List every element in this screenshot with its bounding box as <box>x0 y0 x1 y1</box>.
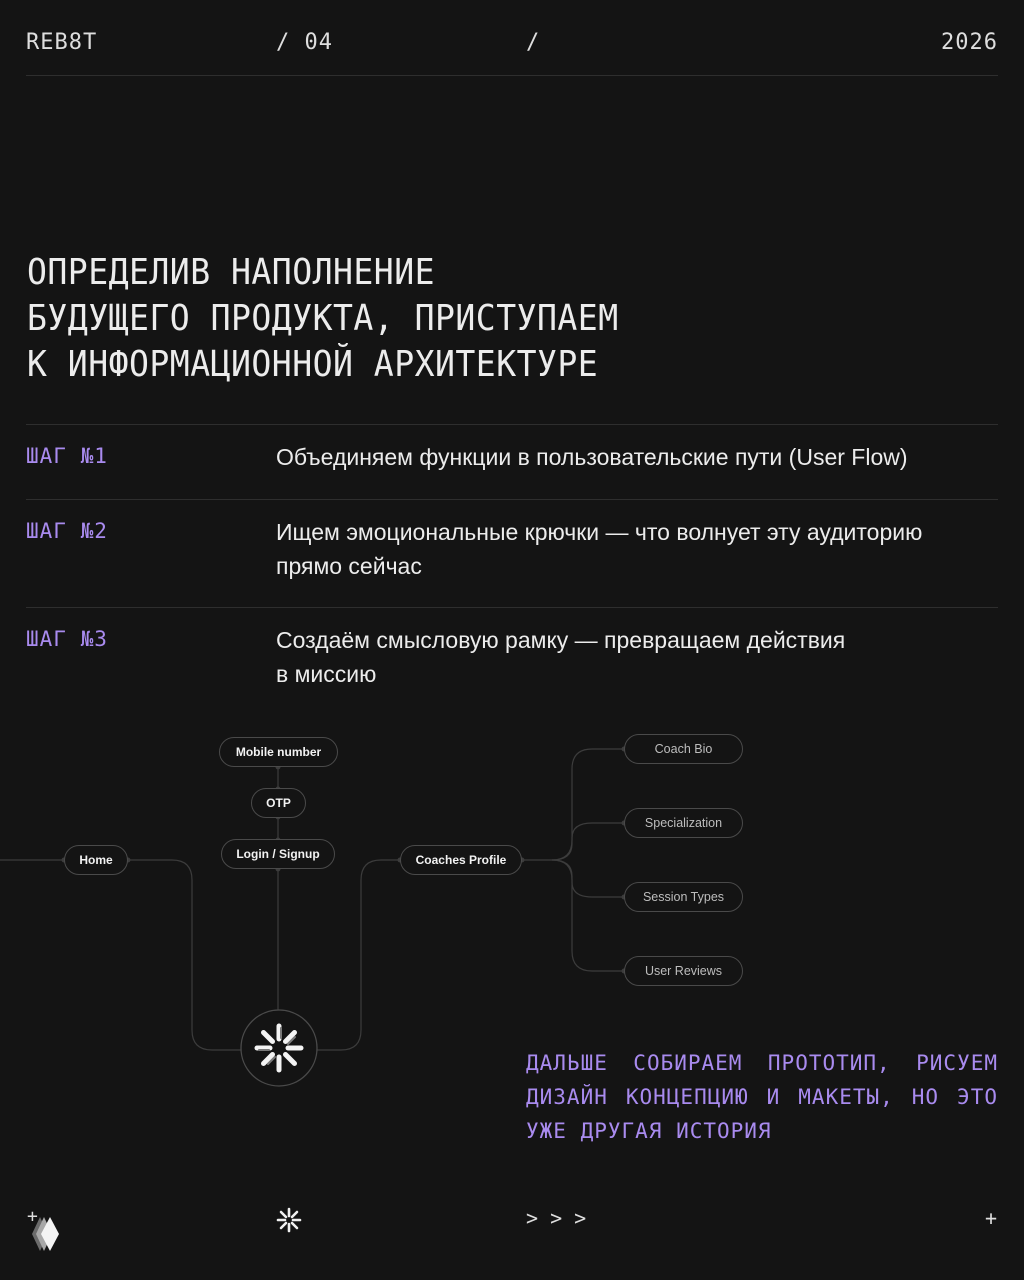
connector <box>552 749 624 860</box>
plus-icon: + <box>984 1206 997 1230</box>
divider <box>26 499 998 500</box>
closing-line: ДИЗАЙН КОНЦЕПЦИЮ И МАКЕТЫ, НО ЭТО <box>526 1085 998 1109</box>
closing-text <box>526 1046 998 1148</box>
flow-node-session-types: Session Types <box>624 882 743 912</box>
flow-node-coach-bio: Coach Bio <box>624 734 743 764</box>
flow-node-otp: OTP <box>251 788 306 818</box>
closing-line: УЖЕ ДРУГАЯ ИСТОРИЯ <box>526 1119 772 1143</box>
flow-node-home: Home <box>64 845 128 875</box>
layered-diamond-logo-icon <box>31 1215 65 1253</box>
step-text-line: Объединяем функции в пользовательские пути (User Flow) <box>276 444 908 470</box>
connector <box>316 860 400 1050</box>
title-line: БУДУЩЕГО ПРОДУКТА, ПРИСТУПАЕМ <box>27 298 619 339</box>
step-text-line: Создаём смысловую рамку — превращаем действия <box>276 627 846 653</box>
step-text-line: в миссию <box>276 661 377 687</box>
step-label: ШАГ №3 <box>26 627 108 651</box>
brand-circle <box>241 1010 317 1086</box>
flow-node-mobile-number: Mobile number <box>219 737 338 767</box>
connector <box>552 823 624 860</box>
brand-name: REB8T <box>26 30 98 55</box>
step-label: ШАГ №1 <box>26 444 108 468</box>
closing-line: ДАЛЬШЕ СОБИРАЕМ ПРОТОТИП, РИСУЕМ <box>526 1051 998 1075</box>
divider <box>26 607 998 608</box>
divider <box>26 424 998 425</box>
title-line: ОПРЕДЕЛИВ НАПОЛНЕНИЕ <box>27 252 436 293</box>
flow-node-coaches-profile: Coaches Profile <box>400 845 522 875</box>
connector <box>552 860 624 897</box>
user-flow-diagram <box>0 720 780 1100</box>
asterisk-spark-icon <box>276 1207 302 1233</box>
year: 2026 <box>941 30 998 55</box>
step-text-line: Ищем эмоциональные крючки — что волнует эту аудиторию <box>276 519 923 545</box>
flow-node-login-signup: Login / Signup <box>221 839 335 869</box>
step-text <box>276 440 996 474</box>
step-text <box>276 515 996 583</box>
page-title <box>27 250 927 388</box>
next-arrows[interactable]: > > > <box>526 1206 587 1230</box>
step-label: ШАГ №2 <box>26 519 108 543</box>
plus-icon: + <box>27 1206 38 1227</box>
flow-node-specialization: Specialization <box>624 808 743 838</box>
page-number: / 04 <box>276 30 333 55</box>
header-divider: / <box>526 30 541 55</box>
step-text <box>276 623 996 691</box>
connector <box>128 860 242 1050</box>
flow-node-user-reviews: User Reviews <box>624 956 743 986</box>
title-line: К ИНФОРМАЦИОННОЙ АРХИТЕКТУРЕ <box>27 344 599 385</box>
header-rule <box>26 75 998 76</box>
step-text-line: прямо сейчас <box>276 553 422 579</box>
connector <box>552 860 624 971</box>
